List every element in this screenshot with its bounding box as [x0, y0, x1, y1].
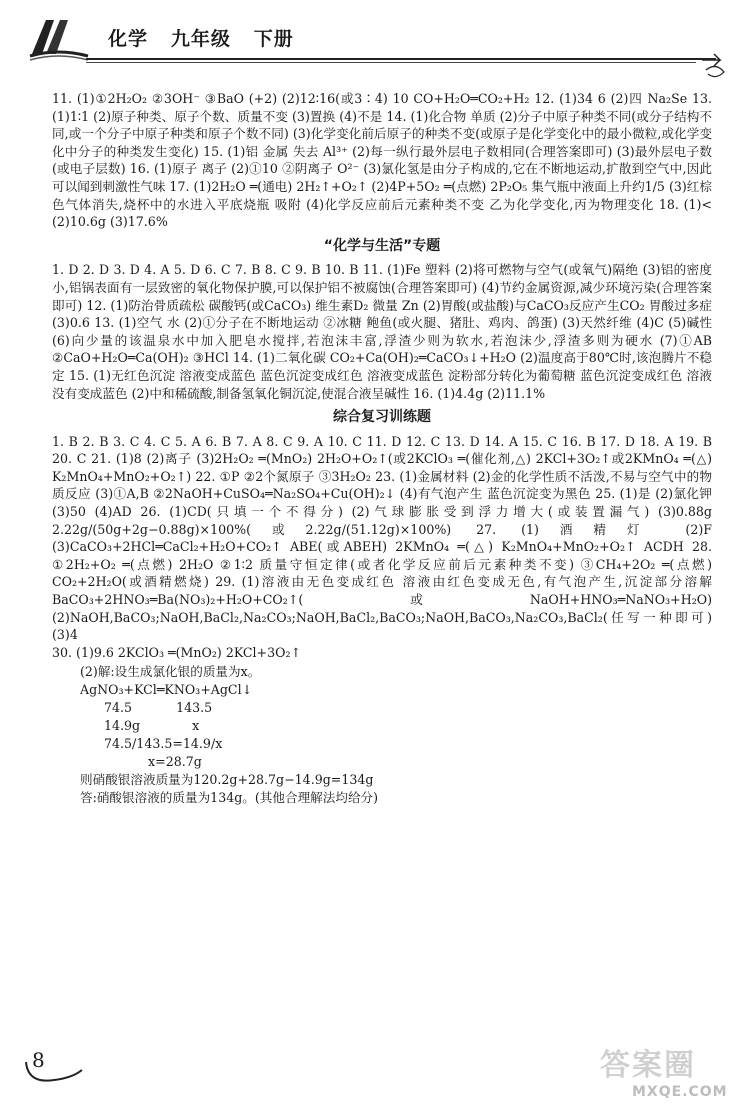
- calc-line: (2)解:设生成氯化银的质量为x。: [80, 664, 261, 680]
- calc-line: 14.9g x: [80, 718, 200, 734]
- section-title-chemistry-life: “化学与生活”专题: [323, 237, 441, 254]
- answer-30-part1: 30. (1)9.6 2KClO₃ ═(MnO₂) 2KCl+3O₂↑: [52, 644, 302, 660]
- calc-line: 答:硝酸银溶液的质量为134g。(其他合理解法均给分): [80, 790, 379, 806]
- header-rule: [86, 58, 716, 60]
- book-logo-icon: [28, 14, 90, 62]
- page-corner-curve-icon: [24, 1058, 84, 1088]
- calc-line: 74.5 143.5: [80, 700, 213, 716]
- page-number: 8: [32, 1048, 45, 1072]
- header-rule-thin: [86, 62, 696, 63]
- watermark: [600, 1040, 740, 1110]
- page-header: [0, 0, 750, 80]
- watermark-logo: 答案圈: [600, 1048, 696, 1083]
- section-title-review: 综合复习训练题: [333, 409, 431, 426]
- answer-content: [52, 90, 712, 807]
- calc-line: 74.5/143.5=14.9/x: [80, 736, 223, 752]
- calc-line: 则硝酸银溶液质量为120.2g+28.7g−14.9g=134g: [80, 772, 374, 788]
- calc-line: x=28.7g: [80, 754, 202, 770]
- answer-30-calculation: [80, 663, 712, 807]
- watermark-url: MXQE.COM: [632, 1084, 728, 1100]
- answers-11-18: 11. (1)①2H₂O₂ ②3OH⁻ ③BaO (+2) (2)12∶16(或3∶4) 10 CO+H₂O═CO₂+H₂ 12. (1)34 6 (2)四 Na₂Se 13. (1)1∶1 (2)原子种类、原子个数、质量不变 (3)置换 (4)不是 14. (1)化合物 单质 (2)分子中原子种类不同(或分子结构不同,或一个分子中原子种类和原子个数不同) (3)化学变化前后原子的种类不变(或原子是化学变化中的最小微粒,或化学变化中分子的种类发生变化) 15. (1)铝 金属 失去 Al³⁺ (2)每一纵行最外层电子数相同(合理答案即可) (3)最外层电子数(或电子层数) 16. (1)原子 离子 (2)①10 ②阴离子 O²⁻ (3)氯化氢是由分子构成的,它在不断地运动,扩散到空气中,因此可以闻到刺激性气味 17. (1)2H₂O ═(通电) 2H₂↑+O₂↑ (2)4P+5O₂ ═(点燃) 2P₂O₅ 集气瓶中液面上升约1/5 (3)红棕色气体消失,烧杯中的水进入平底烧瓶 吸附 (4)化学反应前后元素种类不变 乙为化学变化,丙为物理变化 18. (1)< (2)10.6g (3)17.6%: [52, 91, 712, 230]
- header-title: 化学 九年级 下册: [108, 28, 294, 50]
- answers-chemistry-life: 1. D 2. D 3. D 4. A 5. D 6. C 7. B 8. C 9. B 10. B 11. (1)Fe 塑料 (2)将可燃物与空气(或氧气)隔绝 (3)铝的密度小,铝锅表面有一层致密的氧化物保护膜,可以保护铝不被腐蚀(合理答案即可) (4)节约金属资源,减少环境污染(合理答案即可) 12. (1)防治骨质疏松 碳酸钙(或CaCO₃) 维生素D₂ 微量 Zn (2)胃酸(或盐酸)与CaCO₃反应产生CO₂ 胃酸过多症 (3)0.6 13. (1)空气 水 (2)①分子在不断地运动 ②冰糖 鲍鱼(或火腿、猪肚、鸡肉、鸽蛋) (3)天然纤维 (4)C (5)碱性 (6)向少量的该温泉水中加入肥皂水搅拌,若泡沫丰富,浮渣少则为软水,若泡沫少,浮渣多则为硬水 (7)①AB ②CaO+H₂O═Ca(OH)₂ ③HCl 14. (1)二氧化碳 CO₂+Ca(OH)₂═CaCO₃↓+H₂O (2)温度高于80℃时,该泡腾片不稳定 15. (1)无红色沉淀 溶液变成蓝色 蓝色沉淀变成红色 溶液变成蓝色 淀粉部分转化为葡萄糖 蓝色沉淀变成红色 溶液没有变成蓝色 (2)中和稀硫酸,制备氢氧化铜沉淀,使混合液呈碱性 16. (1)4.4g (2)11.1%: [52, 262, 712, 401]
- answers-review: 1. B 2. B 3. C 4. C 5. A 6. B 7. A 8. C 9. A 10. C 11. D 12. C 13. D 14. A 15. C 16. B 17. D 18. A 19. B 20. C 21. (1)8 (2)离子 (3)2H₂O₂ ═(MnO₂) 2H₂O+O₂↑(或2KClO₃ ═(催化剂,△) 2KCl+3O₂↑或2KMnO₄ ═(△) K₂MnO₄+MnO₂+O₂↑) 22. ①P ②2个氮原子 ③3H₂O₂ 23. (1)金属材料 (2)金的化学性质不活泼,不易与空气中的物质反应 (3)①A,B ②2NaOH+CuSO₄═Na₂SO₄+Cu(OH)₂↓ (4)有气泡产生 蓝色沉淀变为黑色 25. (1)是 (2)氯化钾 (3)50 (4)AD 26. (1)CD(只填一个不得分) (2)气球膨胀受到浮力增大(或装置漏气) (3)0.88g 2.22g/(50g+2g−0.88g)×100%(或2.22g/(51.12g)×100%) 27. (1)酒精灯 (2)F (3)CaCO₃+2HCl═CaCl₂+H₂O+CO₂↑ ABE(或ABEH) 2KMnO₄ ═(△) K₂MnO₄+MnO₂+O₂↑ ACDH 28. ①2H₂+O₂ ═(点燃) 2H₂O ②1∶2 质量守恒定律(或者化学反应前后元素种类不变) ③CH₄+2O₂ ═(点燃) CO₂+2H₂O(或酒精燃烧) 29. (1)溶液由无色变成红色 溶液由红色变成无色,有气泡产生,沉淀部分溶解 BaCO₃+2HNO₃═Ba(NO₃)₂+H₂O+CO₂↑(或NaOH+HNO₃═NaNO₃+H₂O) (2)NaOH,BaCO₃;NaOH,BaCl₂,Na₂CO₃;NaOH,BaCl₂,BaCO₃;NaOH,BaCO₃,Na₂CO₃,BaCl₂(任写一种即可) (3)4: [52, 433, 712, 643]
- header-swirl-icon: [700, 44, 730, 84]
- calc-line: AgNO₃+KCl═KNO₃+AgCl↓: [80, 682, 253, 698]
